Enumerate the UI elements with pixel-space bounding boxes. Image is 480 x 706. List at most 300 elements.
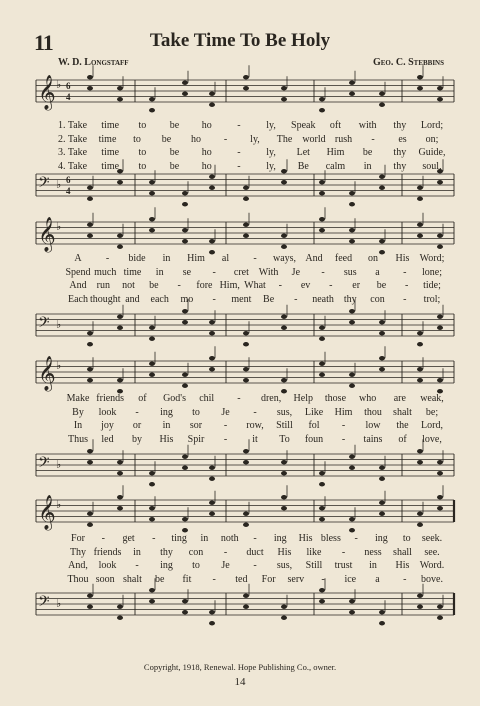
- hyphen: -: [105, 253, 110, 264]
- notehead: [281, 245, 287, 249]
- lyric-syllable: shall: [393, 546, 412, 558]
- notehead: [117, 326, 123, 330]
- lyric-syllable: be: [161, 133, 172, 145]
- hyphen: -: [253, 253, 257, 264]
- notehead: [182, 384, 188, 388]
- notehead: [243, 331, 249, 335]
- treble-clef-icon: 𝄞: [38, 217, 56, 252]
- time-signature-bottom: 4: [66, 92, 71, 102]
- notehead: [349, 528, 355, 532]
- notehead: [149, 517, 155, 521]
- lyric-syllable: Let: [296, 147, 310, 158]
- lyric-line: [0, 280, 480, 294]
- lyric-syllable: ing: [273, 533, 287, 544]
- lyric-syllable: In: [73, 420, 83, 431]
- lyric-syllable: 2. Take: [58, 133, 88, 145]
- notehead: [87, 449, 93, 453]
- notehead: [182, 309, 188, 313]
- lyric-line: [0, 267, 480, 281]
- lyric-syllable: Still: [305, 560, 323, 571]
- notehead: [437, 378, 443, 382]
- notehead: [437, 97, 443, 101]
- lyric-syllable: tide;: [423, 280, 441, 291]
- notehead: [379, 621, 385, 625]
- notehead: [182, 228, 188, 232]
- lyric-syllable: es: [398, 133, 407, 145]
- lyric-syllable: 4. Take: [58, 160, 88, 172]
- lyric-syllable: calm: [325, 160, 346, 172]
- lyric-syllable: thy: [393, 147, 407, 158]
- notehead: [379, 477, 385, 481]
- notehead: [319, 217, 325, 221]
- treble-staff-4: [0, 494, 480, 534]
- notehead: [417, 523, 423, 527]
- notehead: [349, 517, 355, 521]
- notehead: [243, 378, 249, 382]
- lyrics-system-2: [0, 253, 480, 307]
- notehead: [417, 342, 423, 346]
- lyric-syllable: Be: [297, 160, 309, 172]
- lyric-syllable: Thus: [68, 433, 88, 445]
- notehead: [417, 460, 423, 464]
- notehead: [149, 108, 155, 112]
- notehead: [379, 175, 385, 179]
- hymn-title: Take Time To Be Holy: [149, 30, 331, 51]
- lyric-syllable: to: [192, 406, 200, 418]
- notehead: [319, 599, 325, 603]
- lyric-syllable: Spir: [187, 433, 205, 445]
- notehead: [87, 605, 93, 609]
- lyric-syllable: row,: [246, 420, 264, 431]
- hyphen: -: [212, 573, 216, 585]
- lyric-syllable: on;: [425, 133, 439, 145]
- notehead: [149, 191, 155, 195]
- lyric-syllable: Help: [293, 393, 313, 404]
- hyphen: -: [253, 533, 257, 544]
- lyric-syllable: And: [305, 253, 323, 264]
- notehead: [149, 326, 155, 330]
- lyric-syllable: Him,: [219, 280, 240, 291]
- notehead: [349, 81, 355, 85]
- lyric-line: [0, 434, 480, 448]
- lyric-line: [0, 147, 480, 161]
- lyric-syllable: ho: [201, 160, 212, 172]
- lyric-syllable: ho: [201, 120, 212, 131]
- notehead: [417, 449, 423, 453]
- lyric-syllable: For: [261, 573, 276, 585]
- lyric-syllable: ho: [191, 133, 201, 145]
- lyric-syllable: Him: [326, 147, 345, 158]
- notehead: [319, 482, 325, 486]
- hyphen: -: [212, 293, 216, 305]
- lyric-syllable: Je: [291, 266, 301, 278]
- treble-clef-icon: 𝄞: [38, 356, 56, 391]
- lyric-syllable: Word;: [419, 253, 445, 264]
- notehead: [379, 92, 385, 96]
- lyric-line: [0, 393, 480, 407]
- notehead: [349, 610, 355, 614]
- notehead: [349, 373, 355, 377]
- notehead: [417, 331, 423, 335]
- lyric-syllable: With: [258, 266, 279, 278]
- lyric-syllable: love,: [422, 433, 442, 445]
- notehead: [437, 495, 443, 499]
- lyric-syllable: to: [138, 147, 147, 158]
- lyric-syllable: thy: [160, 546, 173, 558]
- notehead: [319, 191, 325, 195]
- lyric-syllable: friends: [93, 546, 122, 558]
- hyphen: -: [321, 573, 325, 585]
- lyric-syllable: Him: [187, 253, 205, 264]
- lyric-syllable: seek.: [421, 533, 443, 544]
- notehead: [209, 512, 215, 516]
- hyphen: -: [294, 293, 298, 305]
- lyric-syllable: by: [132, 433, 142, 445]
- lyric-syllable: By: [72, 406, 84, 418]
- notehead: [182, 239, 188, 243]
- notehead: [117, 234, 123, 238]
- notehead: [281, 506, 287, 510]
- lyric-line: [0, 253, 480, 267]
- flat-icon: ♭: [56, 498, 62, 511]
- copyright-notice: Copyright, 1918, Renewal. Hope Publishing Co., owner.: [143, 662, 337, 672]
- notehead: [243, 605, 249, 609]
- notehead: [417, 512, 423, 516]
- hyphen: -: [177, 280, 181, 291]
- lyric-syllable: of: [398, 433, 407, 445]
- lyric-syllable: ness: [364, 546, 382, 558]
- lyric-syllable: ly,: [266, 120, 276, 131]
- notehead: [281, 234, 287, 238]
- lyric-syllable: it: [252, 433, 258, 445]
- lyric-syllable: mo: [180, 293, 194, 305]
- lyric-syllable: thou: [364, 406, 382, 418]
- lyric-syllable: ing: [160, 406, 173, 418]
- lyric-syllable: fore: [196, 280, 213, 291]
- notehead: [319, 337, 325, 341]
- lyric-syllable: in: [162, 253, 171, 264]
- notehead: [182, 455, 188, 459]
- notehead: [281, 471, 287, 475]
- lyrics-system-1: [0, 120, 480, 174]
- notehead: [319, 373, 325, 377]
- lyric-syllable: A: [74, 253, 82, 264]
- notehead: [281, 315, 287, 319]
- lyric-syllable: And: [69, 280, 87, 291]
- notehead: [117, 605, 123, 609]
- notehead: [379, 239, 385, 243]
- lyric-syllable: feed: [334, 253, 353, 264]
- notehead: [349, 191, 355, 195]
- treble-clef-icon: 𝄞: [38, 75, 56, 110]
- treble-staff-1: [0, 74, 480, 114]
- lyric-syllable: thy: [343, 293, 357, 305]
- lyric-syllable: time: [101, 147, 120, 158]
- lyric-line: [0, 134, 480, 148]
- lyric-syllable: in: [133, 546, 141, 558]
- lyric-syllable: in: [200, 533, 209, 544]
- lyric-syllable: sus: [343, 266, 357, 278]
- lyric-syllable: and: [125, 293, 140, 305]
- hyphen: -: [237, 160, 241, 172]
- hyphen: -: [223, 133, 228, 145]
- lyric-syllable: or: [132, 420, 142, 431]
- notehead: [379, 610, 385, 614]
- notehead: [209, 367, 215, 371]
- notehead: [182, 517, 188, 521]
- lyric-syllable: be;: [425, 406, 439, 418]
- notehead: [281, 460, 287, 464]
- lyric-syllable: bless: [320, 533, 341, 544]
- notehead: [379, 501, 385, 505]
- lyric-syllable: trol;: [423, 293, 441, 305]
- hyphen: -: [237, 120, 241, 131]
- notehead: [243, 223, 249, 227]
- lyric-syllable: Lord,: [421, 420, 443, 431]
- flat-icon: ♭: [56, 597, 62, 610]
- hyphen: -: [135, 560, 139, 571]
- notehead: [117, 616, 123, 620]
- lyric-syllable: 3. Take: [58, 147, 88, 158]
- notehead: [437, 506, 443, 510]
- lyric-line: [0, 120, 480, 134]
- notehead: [417, 234, 423, 238]
- notehead: [87, 512, 93, 516]
- page-number: 14: [234, 676, 246, 688]
- notehead: [182, 191, 188, 195]
- lyric-syllable: His: [395, 253, 410, 264]
- notehead: [437, 460, 443, 464]
- notehead: [379, 512, 385, 516]
- notehead: [182, 202, 188, 206]
- notehead: [319, 97, 325, 101]
- lyric-syllable: joy: [101, 420, 114, 431]
- flat-icon: ♭: [56, 359, 62, 372]
- lyric-syllable: sor: [189, 420, 203, 431]
- notehead: [149, 588, 155, 592]
- notehead: [182, 373, 188, 377]
- notehead: [281, 97, 287, 101]
- lyric-syllable: thy: [393, 160, 407, 172]
- lyric-syllable: al: [221, 253, 230, 264]
- lyric-syllable: ment: [231, 293, 252, 305]
- notehead: [379, 466, 385, 470]
- lyric-syllable: God's: [163, 393, 186, 404]
- hyphen: -: [321, 266, 325, 278]
- notehead: [209, 477, 215, 481]
- notehead: [243, 594, 249, 598]
- notehead: [281, 326, 287, 330]
- notehead: [117, 180, 123, 184]
- notehead: [349, 228, 355, 232]
- lyric-syllable: soon: [95, 573, 115, 585]
- notehead: [417, 86, 423, 90]
- lyric-syllable: weak,: [420, 393, 444, 404]
- lyric-syllable: 1. Take: [58, 120, 88, 131]
- notehead: [281, 180, 287, 184]
- notehead: [437, 315, 443, 319]
- lyric-syllable: ing: [160, 560, 173, 571]
- hyphen: -: [237, 393, 241, 404]
- lyric-syllable: serv: [287, 573, 305, 585]
- notehead: [417, 605, 423, 609]
- notehead: [243, 449, 249, 453]
- lyric-syllable: ing: [375, 533, 388, 544]
- notehead: [379, 331, 385, 335]
- lyric-syllable: His: [277, 546, 292, 558]
- lyric-syllable: in: [363, 160, 372, 172]
- notehead: [149, 217, 155, 221]
- bass-staff-3: [0, 448, 480, 488]
- lyric-syllable: ly,: [250, 133, 260, 145]
- lyric-syllable: Still: [276, 420, 293, 431]
- hyphen: -: [253, 560, 257, 571]
- notehead: [182, 320, 188, 324]
- notehead: [417, 378, 423, 382]
- notehead: [182, 466, 188, 470]
- notehead: [379, 320, 385, 324]
- notehead: [417, 594, 423, 598]
- notehead: [379, 103, 385, 107]
- time-signature-top: 6: [66, 81, 71, 91]
- notehead: [87, 594, 93, 598]
- lyric-syllable: be: [169, 160, 180, 172]
- lyric-syllable: His: [298, 533, 313, 544]
- lyric-syllable: to: [133, 133, 141, 145]
- notehead: [117, 86, 123, 90]
- notehead: [437, 86, 443, 90]
- notehead: [149, 362, 155, 366]
- hyphen: -: [237, 147, 241, 158]
- lyric-syllable: Be: [263, 293, 275, 305]
- notehead: [243, 234, 249, 238]
- lyric-syllable: trust: [334, 560, 353, 571]
- hyphen: -: [341, 420, 346, 431]
- lyric-line: [0, 533, 480, 547]
- lyric-syllable: neath: [312, 293, 334, 305]
- lyric-syllable: time: [98, 133, 117, 145]
- notehead: [87, 223, 93, 227]
- notehead: [319, 517, 325, 521]
- notehead: [243, 86, 249, 90]
- lyric-syllable: ly,: [266, 147, 276, 158]
- notehead: [319, 180, 325, 184]
- flat-icon: ♭: [56, 178, 62, 191]
- lyric-syllable: noth: [220, 533, 239, 544]
- lyric-syllable: to: [138, 120, 147, 131]
- hyphen: -: [223, 546, 228, 558]
- notehead: [243, 367, 249, 371]
- hyphen: -: [341, 546, 346, 558]
- lyric-syllable: thy: [393, 120, 407, 131]
- notehead: [417, 197, 423, 201]
- notehead: [209, 466, 215, 470]
- lyric-syllable: foun: [304, 433, 324, 445]
- lyric-syllable: ways,: [272, 253, 297, 264]
- bass-staff-1: [0, 168, 480, 208]
- notehead: [117, 495, 123, 499]
- notehead: [349, 384, 355, 388]
- lyric-syllable: time: [101, 160, 120, 172]
- notehead: [319, 228, 325, 232]
- flat-icon: ♭: [56, 220, 62, 233]
- lyric-syllable: ting: [171, 533, 187, 544]
- notehead: [209, 239, 215, 243]
- notehead: [437, 234, 443, 238]
- lyric-syllable: the: [396, 420, 409, 431]
- notehead: [209, 175, 215, 179]
- lyric-syllable: led: [101, 433, 114, 445]
- notehead: [117, 506, 123, 510]
- lyric-syllable: To: [279, 433, 290, 445]
- lyric-syllable: Guide,: [418, 147, 446, 158]
- notehead: [182, 528, 188, 532]
- notehead: [281, 495, 287, 499]
- notehead: [149, 599, 155, 603]
- lyric-syllable: to: [402, 533, 411, 544]
- treble-clef-icon: 𝄞: [38, 495, 56, 530]
- notehead: [437, 471, 443, 475]
- hyphen: -: [212, 266, 216, 278]
- lyric-syllable: be: [149, 280, 159, 291]
- hyphen: -: [135, 406, 139, 418]
- notehead: [209, 320, 215, 324]
- lyric-syllable: get: [122, 533, 135, 544]
- lyric-syllable: bove.: [421, 573, 443, 585]
- lyric-syllable: like: [306, 546, 322, 558]
- lyric-syllable: Thy: [69, 546, 87, 558]
- lyric-syllable: For: [71, 533, 85, 544]
- hyphen: -: [403, 266, 407, 278]
- lyric-syllable: con: [370, 293, 385, 305]
- lyric-syllable: cret: [233, 266, 249, 278]
- lyric-syllable: fit: [182, 573, 192, 585]
- lyric-syllable: lone;: [422, 266, 442, 278]
- notehead: [149, 506, 155, 510]
- notehead: [281, 616, 287, 620]
- treble-staff-3: [0, 355, 480, 395]
- bass-staff-2: [0, 308, 480, 348]
- lyric-line: [0, 407, 480, 421]
- notehead: [87, 234, 93, 238]
- lyric-syllable: soul,: [422, 160, 442, 172]
- lyric-syllable: Lord;: [420, 120, 444, 131]
- notehead: [182, 81, 188, 85]
- notehead: [417, 186, 423, 190]
- notehead: [182, 610, 188, 614]
- notehead: [87, 367, 93, 371]
- notehead: [349, 320, 355, 324]
- lyric-syllable: The: [276, 133, 293, 145]
- notehead: [281, 605, 287, 609]
- lyric-line: [0, 294, 480, 308]
- notehead: [243, 75, 249, 79]
- notehead: [149, 373, 155, 377]
- lyric-syllable: time: [123, 266, 142, 278]
- notehead: [149, 471, 155, 475]
- notehead: [319, 326, 325, 330]
- notehead: [209, 186, 215, 190]
- notehead: [379, 356, 385, 360]
- hyphen: -: [371, 133, 375, 145]
- notehead: [319, 108, 325, 112]
- notehead: [349, 239, 355, 243]
- notehead: [87, 331, 93, 335]
- hyphen: -: [253, 406, 257, 418]
- lyric-syllable: a: [375, 266, 380, 278]
- notehead: [182, 92, 188, 96]
- flat-icon: ♭: [56, 318, 62, 331]
